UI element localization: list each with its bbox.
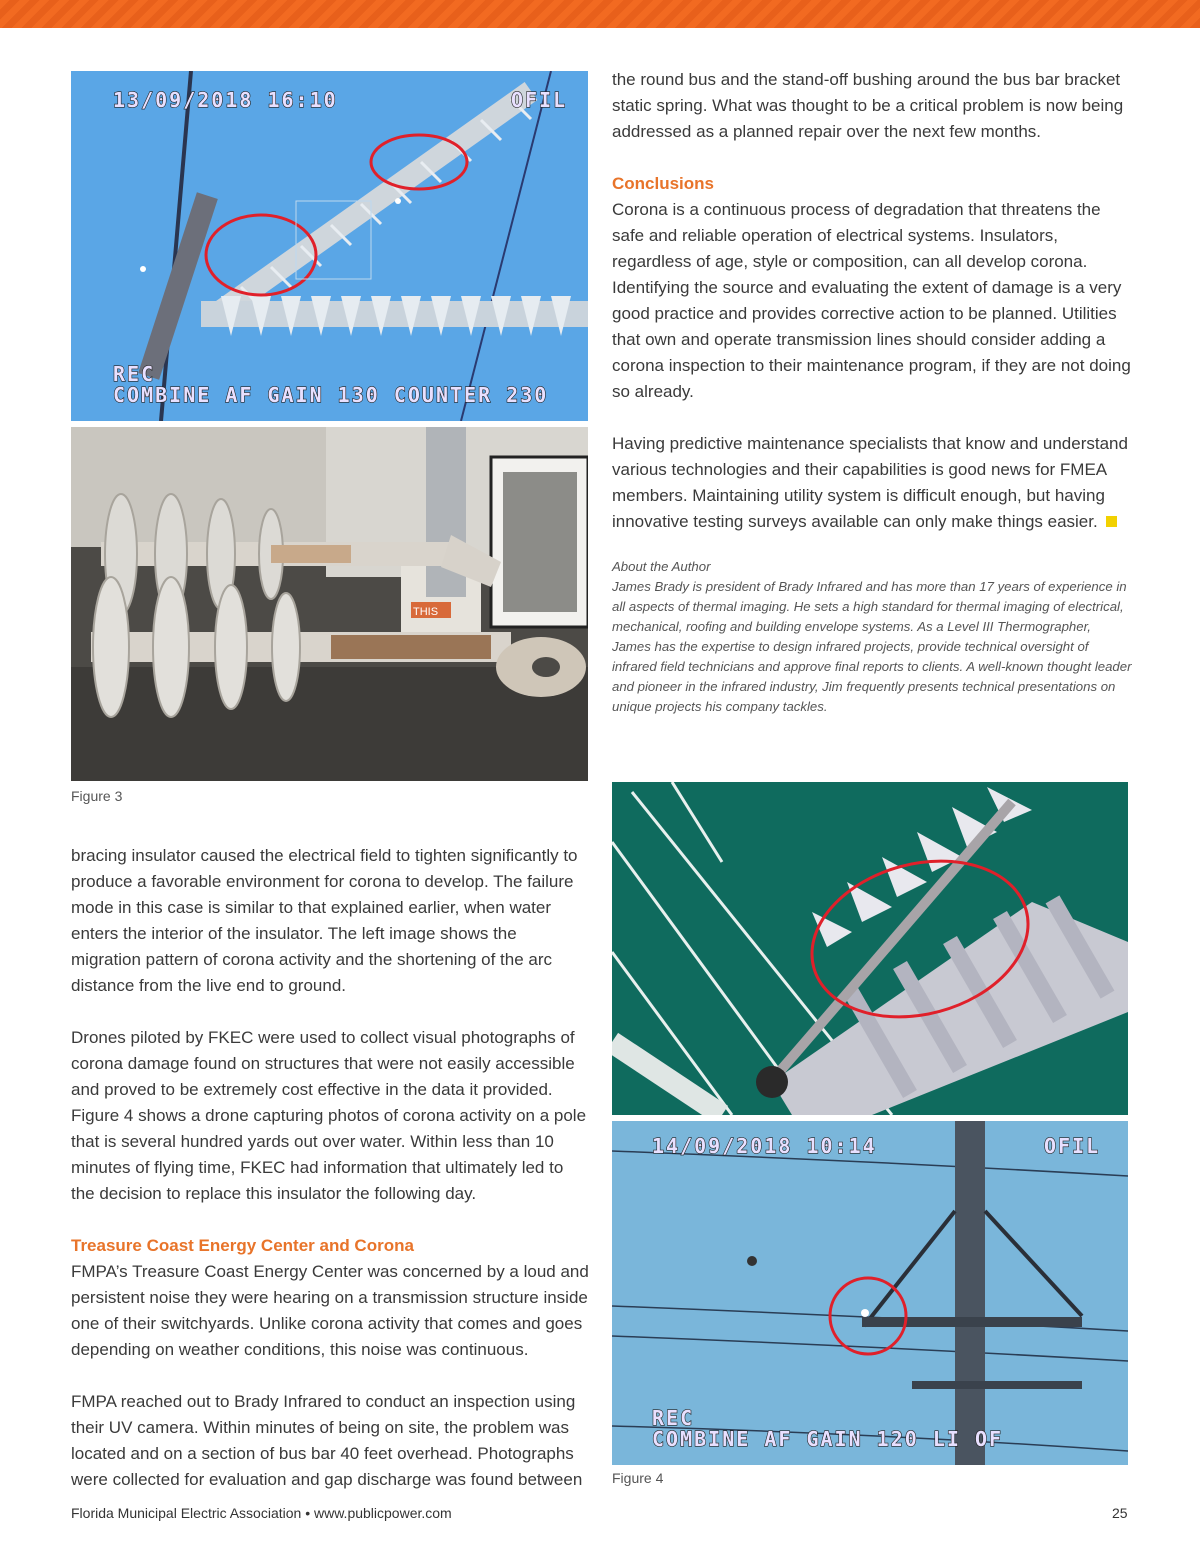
figure4-drone-photo: [612, 782, 1128, 1115]
left-column: [71, 843, 591, 1493]
conclusions-paragraph-2-text: Having predictive maintenance specialists that know and understand various technologies and their capabilities is good news for FMEA members. Maintaining utility system is difficult enough, but having innovative testing surveys available can only make things easier.: [612, 434, 1128, 531]
figure3-uv-timestamp: 13/09/2018 16:10: [113, 88, 338, 112]
conclusions-paragraph-1: Corona is a continuous process of degradation that threatens the safe and reliable operation of electrical systems. Insulators, regardless of age, style or composition, can all develop corona. Identifying the source and evaluating the extent of damage is a very good practice and provides corrective action to be planned. Utilities that own and operate transmission lines should consider adding a corona inspection to their maintenance program, if they are not doing so already.: [612, 200, 1131, 401]
figure4-uv-rec: REC: [652, 1406, 695, 1430]
figure3-sign-text: THIS: [413, 606, 439, 618]
figure3-uv-rec: REC: [113, 362, 156, 386]
figure3-uv-mode: OFIL: [511, 88, 568, 112]
about-author: [612, 557, 1132, 717]
figure3-uv-photo: [71, 71, 588, 421]
left-paragraph-4: FMPA reached out to Brady Infrared to conduct an inspection using their UV camera. Within minutes of being on site, the problem was located and on a section of bus bar 40 feet overhead. Photographs were collected for evaluation and gap discharge was found between: [71, 1392, 583, 1489]
conclusions-heading: Conclusions: [612, 174, 715, 193]
figure3-uv-status: COMBINE AF GAIN 130 COUNTER 230: [113, 383, 549, 407]
left-paragraph-2: Drones piloted by FKEC were used to collect visual photographs of corona damage found on structures that were not easily accessible and proved to be extremely cost effective in the data it provided. Figure 4 shows a drone capturing photos of corona activity on a pole that is several hundred yards out over water. Within less than 10 minutes of flying time, FKEC had information that ultimately led to the decision to replace this insulator the following day.: [71, 1028, 587, 1203]
conclusions-paragraph-2: [612, 431, 1134, 535]
figure3-caption: Figure 3: [71, 788, 123, 804]
end-of-article-mark-icon: [1106, 516, 1117, 527]
figure4-uv-status: COMBINE AF GAIN 120 LI OF: [652, 1427, 1004, 1451]
top-stripe-bar: [0, 0, 1200, 28]
treasure-coast-heading: Treasure Coast Energy Center and Corona: [71, 1236, 414, 1255]
figure4-uv-photo: [612, 1121, 1128, 1465]
author-bio: James Brady is president of Brady Infrared and has more than 17 years of experience in all aspects of thermal imaging. He sets a high standard for thermal imaging of electrical, mechanical, roofing and building envelope systems. As a Level III Thermographer, James has the expertise to design infrared projects, provide technical oversight of infrared field technicians and approve final reports to clients. A well-known thought leader and pioneer in the infrared industry, Jim frequently presents technical presentations on unique projects his company tackles.: [612, 579, 1132, 714]
page-number: 25: [1112, 1505, 1128, 1521]
right-paragraph-top: the round bus and the stand-off bushing around the bus bar bracket static spring. What was thought to be a critical problem is now being addressed as a planned repair over the next few months.: [612, 70, 1124, 141]
right-column: [612, 67, 1134, 535]
footer-publication: Florida Municipal Electric Association • www.publicpower.com: [71, 1505, 452, 1521]
left-paragraph-1: bracing insulator caused the electrical field to tighten significantly to produce a favorable environment for corona to develop. The failure mode in this case is similar to that explained earlier, when water enters the interior of the insulator. The left image shows the migration pattern of corona activity and the shortening of the arc distance from the live end to ground.: [71, 846, 578, 995]
figure4-caption: Figure 4: [612, 1470, 664, 1486]
figure4-uv-mode: OFIL: [1044, 1134, 1101, 1158]
figure4-uv-timestamp: 14/09/2018 10:14: [652, 1134, 877, 1158]
figure3-insulator-photo: [71, 427, 588, 781]
author-title: About the Author: [612, 559, 711, 574]
left-paragraph-3: FMPA’s Treasure Coast Energy Center was concerned by a loud and persistent noise they were hearing on a transmission structure inside one of their switchyards. Unlike corona activity that comes and goes depending on weather conditions, this noise was continuous.: [71, 1262, 589, 1359]
